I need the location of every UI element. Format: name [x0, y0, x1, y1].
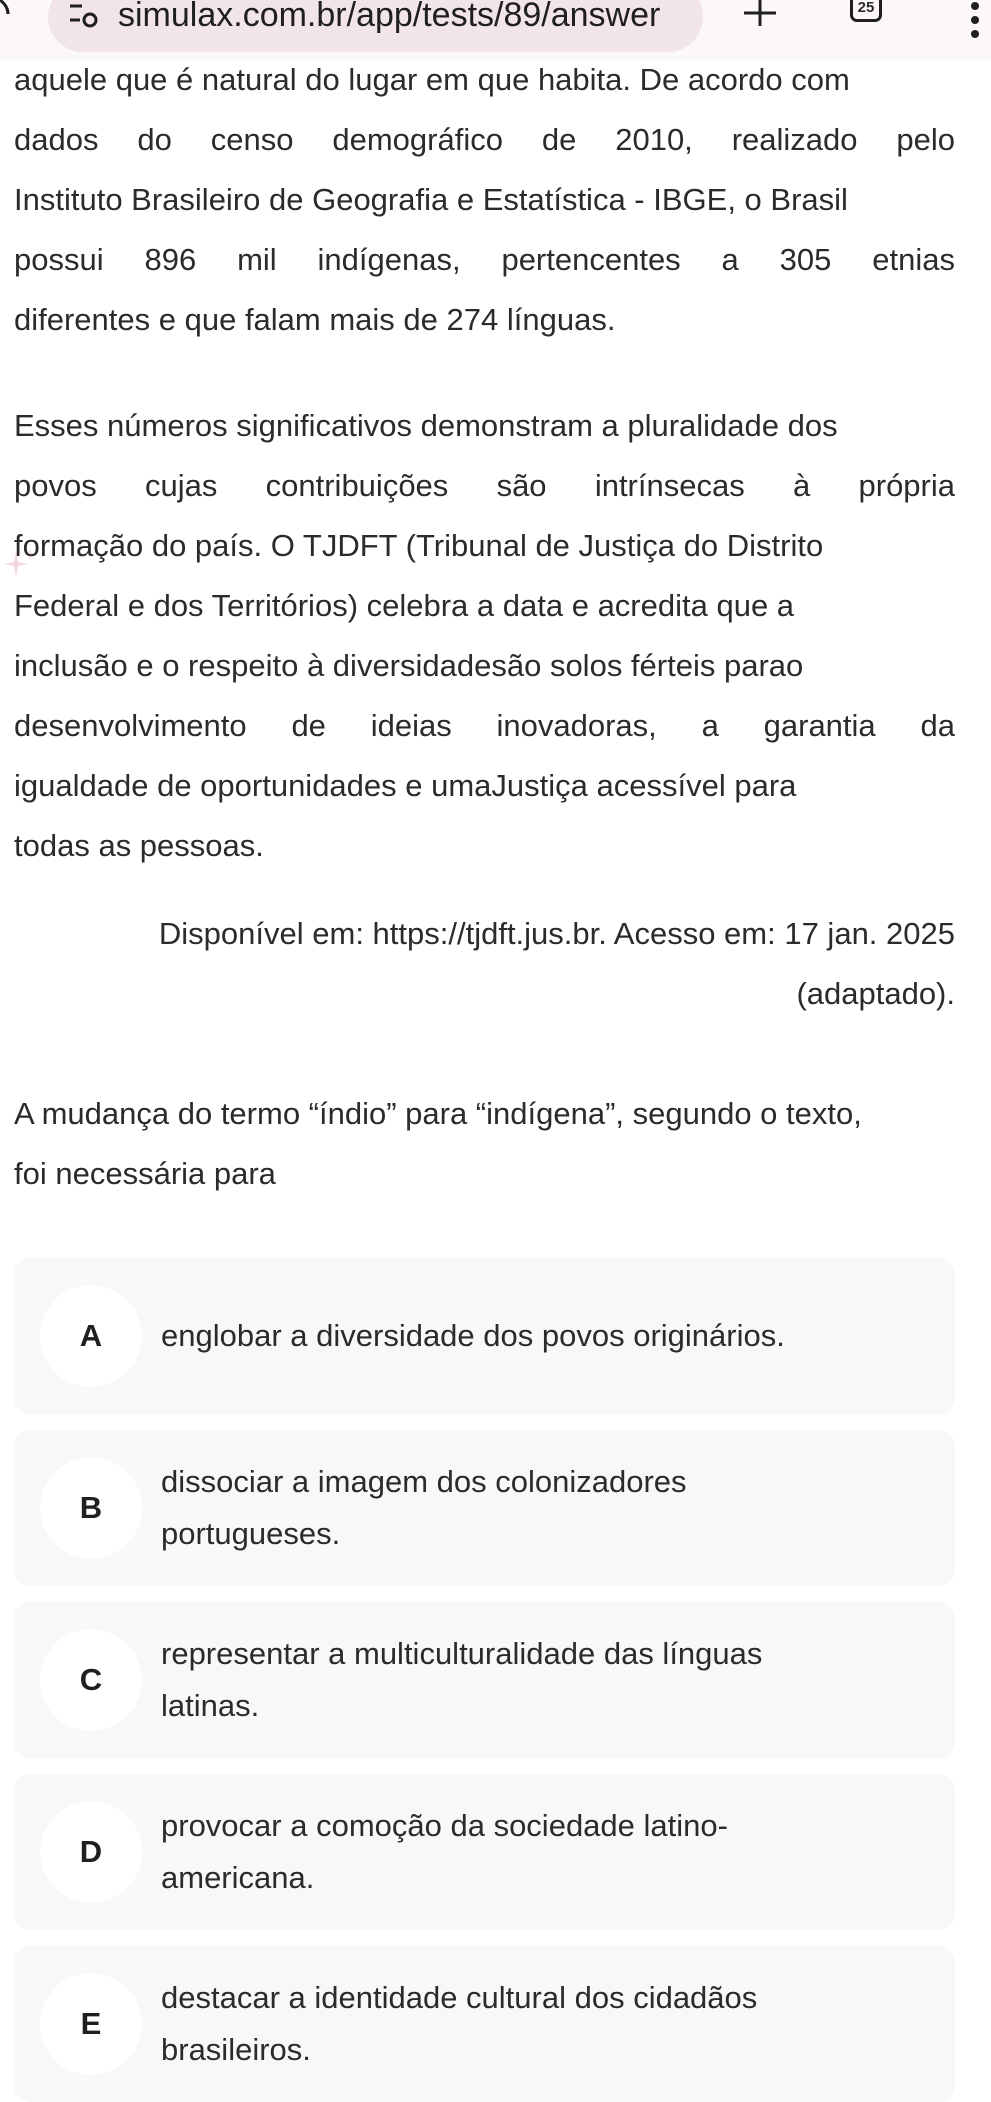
passage-line	[14, 290, 955, 350]
passage-text: inovadoras,	[496, 708, 657, 743]
address-bar[interactable]	[48, 0, 703, 52]
passage-text: cujas	[145, 468, 218, 503]
back-arrow-icon[interactable]	[0, 0, 14, 26]
passage-text: povos	[14, 468, 97, 503]
browser-toolbar	[0, 0, 991, 60]
passage-line	[14, 396, 955, 456]
passage-line	[14, 756, 955, 816]
site-settings-icon[interactable]	[68, 2, 100, 28]
passage-text: a	[701, 708, 719, 743]
passage-text: a	[721, 242, 739, 277]
option-d[interactable]	[14, 1774, 955, 1930]
passage-line	[14, 576, 955, 636]
passage-text: dados	[14, 122, 99, 157]
new-tab-icon[interactable]	[740, 0, 780, 26]
passage-text: pertencentes	[501, 242, 681, 277]
passage-text: formação do país. O TJDFT (Tribunal de Justiça do Distrito	[14, 528, 824, 563]
more-menu-icon[interactable]	[969, 0, 981, 30]
option-letter: D	[40, 1801, 142, 1903]
passage-line	[14, 456, 955, 516]
passage-paragraph-2	[14, 396, 955, 876]
passage-text: Federal e dos Territórios) celebra a data e acredita que a	[14, 588, 795, 623]
passage-text: desenvolvimento	[14, 708, 247, 743]
option-b[interactable]	[14, 1430, 955, 1586]
tab-switcher-icon[interactable]: 25	[850, 0, 882, 22]
passage-text: todas as pessoas.	[14, 828, 264, 863]
passage-line	[14, 170, 955, 230]
passage-line	[14, 636, 955, 696]
option-e[interactable]	[14, 1946, 955, 2102]
passage-line	[14, 110, 955, 170]
option-letter: C	[40, 1629, 142, 1731]
passage-text: são	[496, 468, 547, 503]
passage-text: indígenas,	[317, 242, 461, 277]
passage-line	[14, 696, 955, 756]
question-line-2: foi necessária para	[14, 1156, 276, 1191]
passage-text: igualdade de oportunidades e umaJustiça acessível para	[14, 768, 797, 803]
passage-text: de	[541, 122, 577, 157]
passage-line	[14, 230, 955, 290]
passage-text: aquele que é natural do lugar em que habita. De acordo com	[14, 62, 850, 97]
option-c[interactable]	[14, 1602, 955, 1758]
passage-text: da	[920, 708, 955, 743]
passage-line	[14, 516, 955, 576]
passage-text: pelo	[896, 122, 955, 157]
passage-text: do	[137, 122, 172, 157]
question-line-1: A mudança do termo “índio” para “indígena”, segundo o texto,	[14, 1096, 862, 1131]
passage-text: etnias	[872, 242, 955, 277]
passage-line	[14, 816, 955, 876]
passage-text: censo	[210, 122, 294, 157]
passage-text: à	[792, 468, 811, 503]
option-letter: A	[40, 1285, 142, 1387]
passage-text: inclusão e o respeito à diversidadesão solos férteis parao	[14, 648, 804, 683]
option-text: dissociar a imagem dos colonizadores portugueses.	[161, 1464, 687, 1551]
option-text: englobar a diversidade dos povos originários.	[161, 1318, 785, 1353]
passage-paragraph-1	[14, 50, 955, 350]
passage-text: garantia	[763, 708, 876, 743]
passage-text: Esses números significativos demonstram a pluralidade dos	[14, 408, 838, 443]
passage-text: mil	[237, 242, 277, 277]
passage-text: contribuições	[265, 468, 449, 503]
passage-text: demográfico	[332, 122, 503, 157]
option-letter: E	[40, 1973, 142, 2075]
passage-text: de	[291, 708, 326, 743]
passage-text: 2010,	[615, 122, 693, 157]
option-text: representar a multiculturalidade das línguas latinas.	[161, 1636, 763, 1723]
source-adapted-note: (adaptado).	[796, 976, 955, 1011]
option-a[interactable]	[14, 1258, 955, 1414]
passage-text: realizado	[731, 122, 858, 157]
passage-text: ideias	[370, 708, 452, 743]
option-letter: B	[40, 1457, 142, 1559]
passage-text: intrínsecas	[594, 468, 745, 503]
passage-text: possui	[14, 242, 104, 277]
option-text: provocar a comoção da sociedade latino-americana.	[161, 1808, 728, 1895]
passage-text: própria	[858, 468, 955, 503]
passage-text: 896	[144, 242, 197, 277]
source-citation: Disponível em: https://tjdft.jus.br. Acesso em: 17 jan. 2025	[158, 916, 955, 951]
passage-text: Instituto Brasileiro de Geografia e Estatística - IBGE, o Brasil	[14, 182, 848, 217]
passage-text: diferentes e que falam mais de 274 línguas.	[14, 302, 616, 337]
passage-text: 305	[779, 242, 832, 277]
option-text: destacar a identidade cultural dos cidadãos brasileiros.	[161, 1980, 758, 2067]
url-text[interactable]: simulax.com.br/app/tests/89/answer	[118, 0, 661, 34]
